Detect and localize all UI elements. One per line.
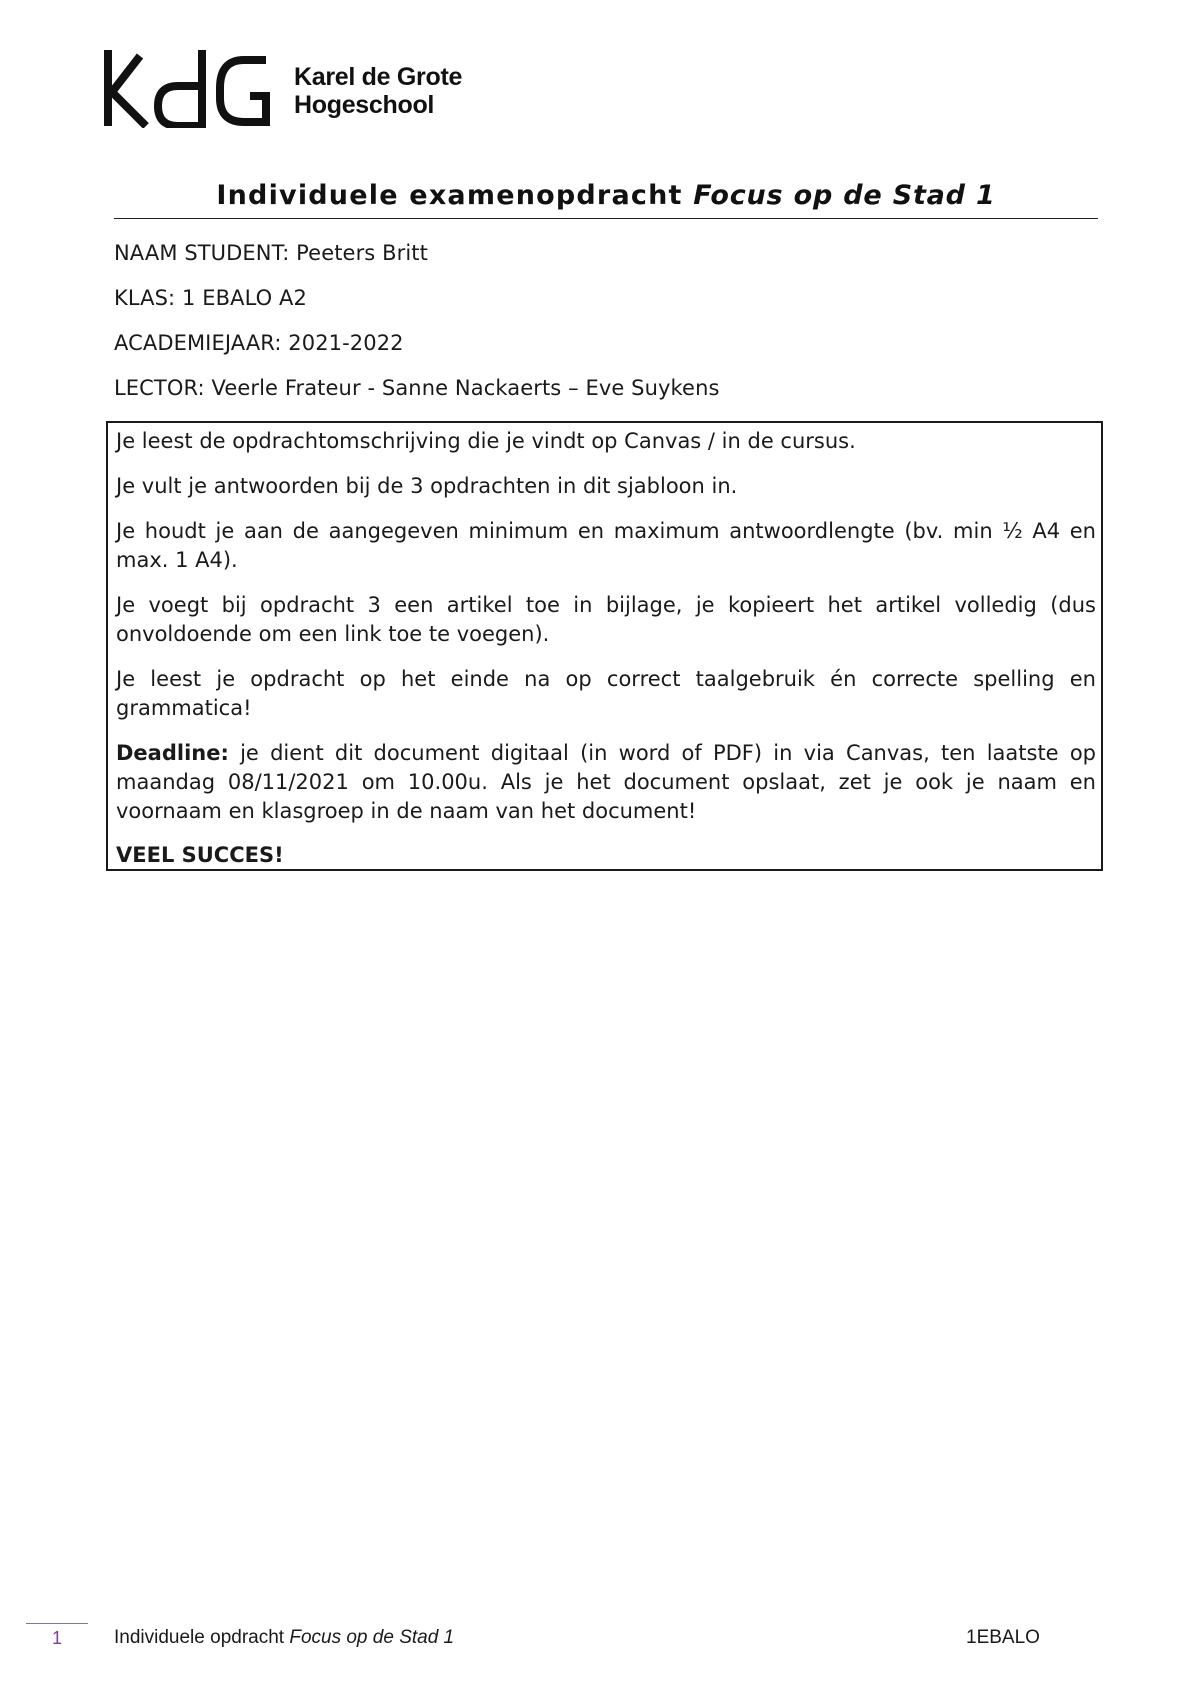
title-italic: Focus op de Stad 1 <box>693 180 996 211</box>
footer-rule <box>26 1623 88 1624</box>
instruction-box <box>106 421 1103 871</box>
instruction-length: Je houdt je aan de aangegeven minimum en maximum antwoordlengte (bv. min ½ A4 en max. 1 A4). <box>116 519 1096 572</box>
logo-line-1: Karel de Grote <box>294 63 463 91</box>
logo-wordmark <box>294 63 462 119</box>
footer-title <box>114 1627 454 1649</box>
deadline-label: Deadline: <box>116 741 229 765</box>
instruction-article: Je voegt bij opdracht 3 een artikel toe in bijlage, je kopieert het artikel volledig (dus onvoldoende om een link toe te voegen). <box>116 593 1096 646</box>
closing-message: VEEL SUCCES! <box>116 843 284 867</box>
student-name-line: NAAM STUDENT: Peeters Britt <box>114 241 428 265</box>
class-line: KLAS: 1 EBALO A2 <box>114 286 307 310</box>
deadline-text: je dient dit document digitaal (in word of PDF) in via Canvas, ten laatste op maandag 08/11/2021 om 10.00u. Als je het document opslaat, zet je ook je naam en voornaam en klasgroep in de naam van het document! <box>116 741 1096 823</box>
instruction-canvas: Je leest de opdrachtomschrijving die je vindt op Canvas / in de cursus. <box>116 429 856 453</box>
instruction-template: Je vult je antwoorden bij de 3 opdrachten in dit sjabloon in. <box>116 474 738 498</box>
footer-title-italic: Focus op de Stad 1 <box>289 1627 455 1648</box>
title-underline <box>114 218 1098 219</box>
page-number: 1 <box>52 1628 63 1648</box>
instruction-proofread: Je leest je opdracht op het einde na op correct taalgebruik én correcte spelling en grammatica! <box>116 667 1096 720</box>
logo-line-2: Hogeschool <box>294 91 435 119</box>
title-plain: Individuele examenopdracht <box>216 180 694 211</box>
kdg-logo-mark <box>104 48 276 128</box>
document-title <box>114 180 1098 211</box>
kdg-logo <box>104 48 462 128</box>
footer-class-code: 1EBALO <box>966 1627 1040 1648</box>
footer-title-plain: Individuele opdracht <box>114 1627 290 1648</box>
lecturer-line: LECTOR: Veerle Frateur - Sanne Nackaerts – Eve Suykens <box>114 376 720 400</box>
academic-year-line: ACADEMIEJAAR: 2021-2022 <box>114 331 404 355</box>
instruction-deadline <box>116 739 1096 826</box>
